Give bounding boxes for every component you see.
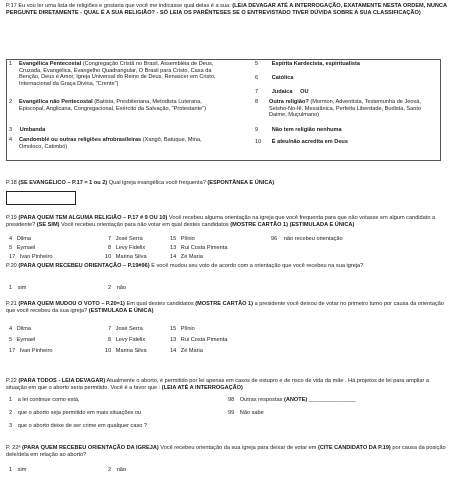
p18-text: Qual igreja evangélica você frequenta? bbox=[108, 180, 206, 186]
p18-filter: (SE EVANGÉLICO – P.17 = 1 ou 2) bbox=[18, 180, 108, 186]
p19-question bbox=[6, 215, 447, 228]
p17-option-5-title: Espírita Kardecista, espiritualista bbox=[271, 61, 360, 67]
p21-candidate-levy[interactable]: 8 Levy Fidelix bbox=[108, 337, 146, 343]
p17-option-6[interactable]: 6 Católica bbox=[255, 75, 294, 81]
p22a-option-nao[interactable]: 2 não bbox=[108, 467, 127, 473]
p17-option-7-suffix: OU bbox=[300, 89, 309, 95]
p22a-label: P. 22ª bbox=[6, 445, 21, 451]
p21-text-a: Em qual destes candidatos bbox=[126, 301, 194, 307]
p19-candidate-plinio[interactable]: 15 Plínio bbox=[170, 236, 195, 242]
p19-candidate-serra[interactable]: 7 José Serra bbox=[108, 236, 143, 242]
p22-instruction: (LEIA ATÉ A INTERROGAÇÃO) bbox=[161, 384, 243, 391]
p17-header bbox=[6, 3, 447, 16]
p22a-question bbox=[6, 445, 447, 458]
p19-candidate-eymael[interactable]: 5 Eymael bbox=[9, 245, 36, 251]
p21-candidate-ivan[interactable]: 17 Ivan Pinheiro bbox=[9, 348, 53, 354]
p19-candidate-dilma[interactable]: 4 Dilma bbox=[9, 236, 31, 242]
p19-candidate-marina[interactable]: 10 Marina Silva bbox=[105, 254, 147, 260]
p21-text-b: a presidente você deixou de votar no primeiro turno por causa da orientação que você recebeu da sua igreja? bbox=[6, 301, 444, 314]
p21-instruction-a: (MOSTRE CARTÃO 1) bbox=[195, 301, 254, 307]
p17-option-1-title: Evangélica Pentecostal bbox=[19, 61, 82, 67]
p17-option-9-title: Não tem religião nenhuma bbox=[271, 127, 342, 133]
p17-option-10[interactable]: 10 É ateu/não acredita em Deus bbox=[255, 139, 348, 145]
p22-question bbox=[6, 378, 447, 391]
p17-option-2-title: Evangélica não Pentecostal bbox=[19, 99, 93, 105]
p17-option-3-title: Umbanda bbox=[19, 127, 46, 133]
p22-option-99[interactable]: 99 Não sabe bbox=[228, 410, 264, 416]
p21-filter: (PARA QUEM MUDOU O VOTO – P.20=1) bbox=[18, 301, 125, 307]
p17-option-4-detail: (Xangô, Batuque, Mina, Omoloco, Catimbó) bbox=[19, 137, 202, 150]
p21-question bbox=[6, 301, 447, 314]
p17-option-5[interactable]: 5 Espírita Kardecista, espiritualista bbox=[255, 61, 360, 67]
p20-option-sim[interactable]: 1 sim bbox=[9, 285, 27, 291]
p22-option-98-note: (ANOTE) bbox=[283, 397, 308, 403]
p19-candidate-ivan[interactable]: 17 Ivan Pinheiro bbox=[9, 254, 53, 260]
p20-option-nao[interactable]: 2 não bbox=[108, 285, 127, 291]
p17-option-2[interactable]: 2 Evangélica não Pentecostal (Batista, Presbiteriana, Metodista Luterana, Episcopal, Anglicana, Congregacional, Exército da Salvação, "Protestante") bbox=[9, 99, 207, 112]
p17-option-7[interactable]: 7 Judaica OU bbox=[255, 89, 309, 95]
p19-candidate-rui[interactable]: 13 Rui Costa Pimenta bbox=[170, 245, 228, 251]
p17-option-4-title: Candomblé ou outras religiões afrobrasileiras bbox=[19, 137, 142, 143]
p19-text-b: Você recebeu orientação para não votar em qual destes candidatos bbox=[61, 221, 229, 228]
p17-option-1[interactable]: 1 Evangélica Pentecostal (Congregação Cristã no Brasil, Assembléia de Deus, Cruzada, Evangélica, Evangelho Quadrangular, O Brasil para Cristo, Casa da Benção, Deus é Amor, Igreja Universal do Reino de Deus, Renascer em Cristo, Internacional da Graça Divina, "Crente") bbox=[9, 61, 216, 87]
p17-option-7-title: Judaica bbox=[271, 89, 293, 95]
p21-candidate-plinio[interactable]: 15 Plínio bbox=[170, 326, 195, 332]
p21-candidate-marina[interactable]: 10 Marina Silva bbox=[105, 348, 147, 354]
p21-candidate-eymael[interactable]: 5 Eymael bbox=[9, 337, 36, 343]
p22-option-1[interactable]: 1 a lei continue como está, bbox=[9, 397, 80, 403]
p21-candidate-ze[interactable]: 14 Zé Maria bbox=[170, 348, 203, 354]
p21-label: P.21 bbox=[6, 301, 17, 307]
p19-text-a: Você recebeu alguma orientação na igreja que você frequenta para que não votasse em algum candidato a presidente? bbox=[6, 215, 436, 228]
p17-option-8-title: Outra religião? bbox=[269, 99, 309, 105]
p17-option-2-detail: (Batista, Presbiteriana, Metodista Luterana, Episcopal, Anglicana, Congregacional, Exército da Salvação, "Protestante") bbox=[19, 99, 207, 112]
p20-text: E você mudou seu voto de acordo com a orientação que você recebeu na sua igreja? bbox=[151, 263, 364, 269]
p17-option-8-detail: (Mormon, Adventista, Testemunha de Jeová, Seisho-No-Iê, Messiânica, Perfeita Liberdade, Budista, Santo Daime, Muçulmano) bbox=[269, 99, 422, 118]
p22-option-3[interactable]: 3 que o aborto deixe de ser crime em qualquer caso ? bbox=[9, 423, 148, 429]
p21-instruction-b: (ESTIMULADA E ÚNICA) bbox=[88, 307, 154, 314]
p19-instruction: (MOSTRE CARTÃO 1) (ESTIMULADA E ÚNICA) bbox=[230, 221, 355, 228]
p21-candidate-rui[interactable]: 13 Rui Costa Pimenta bbox=[170, 337, 228, 343]
p22-option-98-line: _______________ bbox=[308, 397, 356, 403]
p19-label: P.19 bbox=[6, 215, 17, 221]
p18-question bbox=[6, 180, 447, 187]
p22-option-98[interactable]: 98 Outras respostas (ANOTE) _______________ bbox=[228, 397, 356, 403]
p19-filter2: (SE SIM) bbox=[36, 221, 60, 228]
p17-intro: P.17 Eu vou ler uma lista de religiões e gostaria que você me indicasse qual delas é a sua: bbox=[6, 3, 231, 9]
p19-candidate-ze[interactable]: 14 Zé Maria bbox=[170, 254, 203, 260]
p17-option-9[interactable]: 9 Não tem religião nenhuma bbox=[255, 127, 342, 133]
p17-instruction: (LEIA DEVAGAR ATÉ A INTERROGAÇÃO, EXATAMENTE NESTA ORDEM, NUNCA PERGUNTE DIRETAMENTE - QUAL É A SUA RELIGIÃO? - SÓ LEIA OS PARÊNTESES SE O ENTREVISTADO TIVER DÚVIDA SOBRE A SUA CLASSIFICAÇÃO) bbox=[6, 3, 447, 16]
p17-option-3[interactable]: 3 Umbanda bbox=[9, 127, 46, 133]
p22-filter: (PARA TODOS - LEIA DEVAGAR) bbox=[18, 378, 106, 384]
p22-option-2[interactable]: 2 que o aborto seja permitido em mais situações ou bbox=[9, 410, 142, 416]
p17-option-8[interactable]: 8 Outra religião? (Mormon, Adventista, Testemunha de Jeová, Seisho-No-Iê, Messiânica, Perfeita Liberdade, Budista, Santo Daime, Muçulmano) bbox=[255, 99, 422, 118]
p18-instruction: (ESPONTÂNEA E ÚNICA) bbox=[207, 180, 275, 186]
p22a-text-b: por causa da posição dele/dela em relação ao aborto? bbox=[6, 445, 446, 458]
p17-option-10-title: É ateu/não acredita em Deus bbox=[271, 139, 348, 145]
p21-candidate-serra[interactable]: 7 José Serra bbox=[108, 326, 143, 332]
p19-no-orientation[interactable]: 96 não recebeu orientação bbox=[271, 236, 343, 242]
p17-option-4[interactable]: 4 Candomblé ou outras religiões afrobrasileiras (Xangô, Batuque, Mina, Omoloco, Catimbó) bbox=[9, 137, 202, 150]
p19-candidate-levy[interactable]: 8 Levy Fidelix bbox=[108, 245, 146, 251]
p21-candidate-dilma[interactable]: 4 Dilma bbox=[9, 326, 31, 332]
p22a-filter: (PARA QUEM RECEBEU ORIENTAÇÃO DA IGREJA) bbox=[21, 445, 159, 451]
p17-option-1-detail: (Congregação Cristã no Brasil, Assembléia de Deus, Cruzada, Evangélica, Evangelho Quadrangular, O Brasil para Cristo, Casa da Benção, Deus é Amor, Igreja Universal do Reino de Deus, Renascer em Cristo, Internacional da Graça Divina, "Crente") bbox=[19, 61, 216, 87]
p18-answer-box[interactable] bbox=[6, 191, 76, 205]
p22-text: Atualmente o aborto, é permitido por lei apenas em casos de estupro e de risco de vida da mãe . Há projetos de lei para ampliar a situação em que o aborto seria permitido. Você é a favor que : bbox=[6, 378, 429, 391]
p17-option-6-title: Católica bbox=[271, 75, 294, 81]
p22a-instruction: (CITE CANDIDATO DA P.19) bbox=[317, 445, 391, 451]
p20-filter: (PARA QUEM RECEBEU ORIENTAÇÃO – P.19#96) bbox=[18, 263, 150, 269]
p20-question bbox=[6, 263, 447, 270]
p22-label: P.22 bbox=[6, 378, 17, 384]
p18-label: P.18 bbox=[6, 180, 17, 186]
p20-label: P.20 bbox=[6, 263, 17, 269]
p22a-text-a: Você recebeu orientação da sua igreja para deixar de votar em bbox=[160, 445, 317, 451]
p22a-option-sim[interactable]: 1 sim bbox=[9, 467, 27, 473]
p19-filter: (PARA QUEM TEM ALGUMA RELIGIÃO – P.17 # 9 OU 10) bbox=[18, 215, 168, 221]
